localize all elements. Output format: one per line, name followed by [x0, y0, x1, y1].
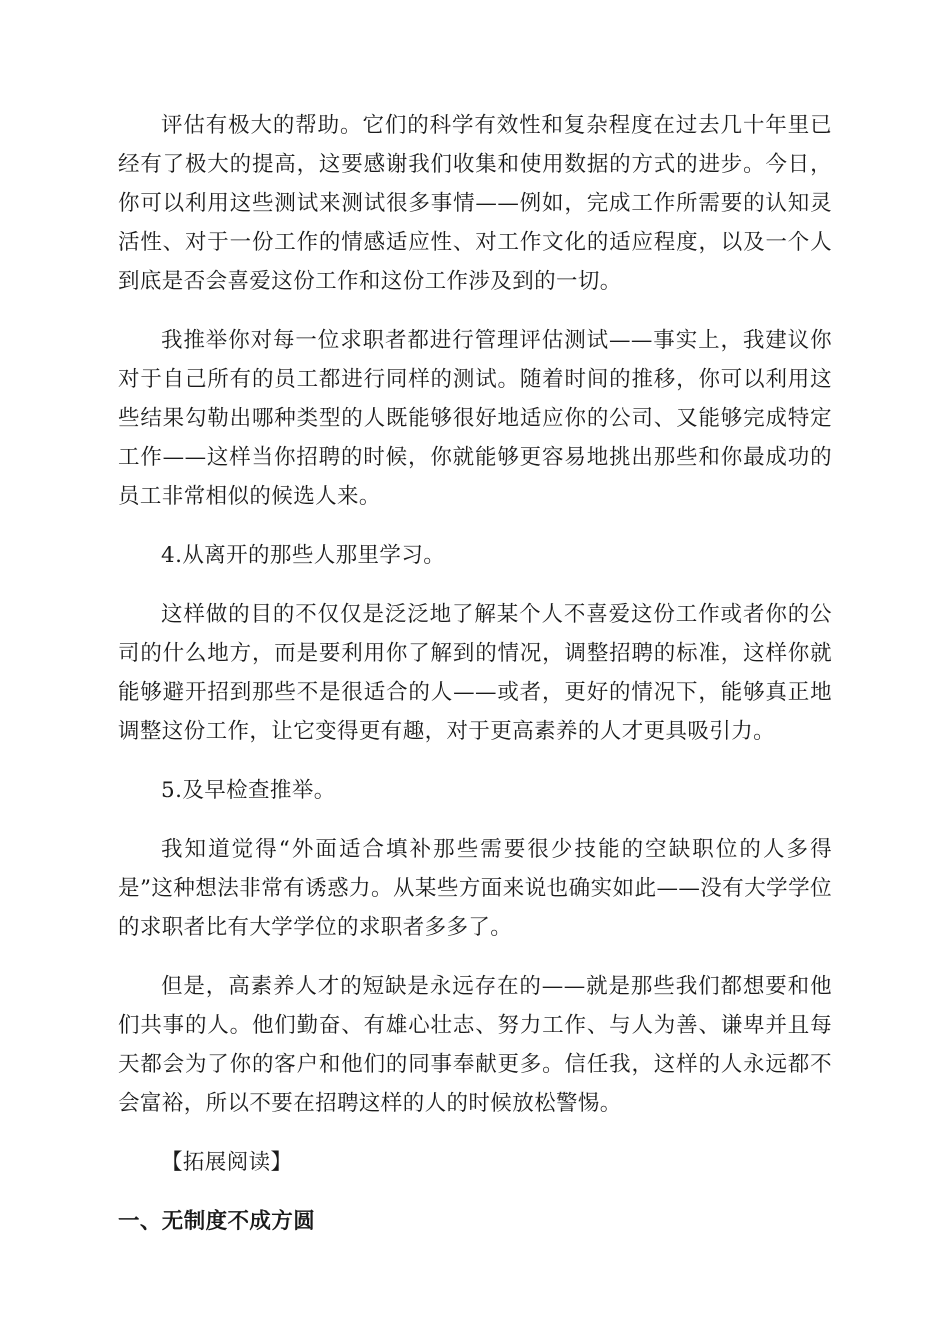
- section-heading: 一、无制度不成方圆: [118, 1209, 316, 1234]
- paragraph-low-skill-candidates: 我知道觉得“外面适合填补那些需要很少技能的空缺职位的人多得是”这种想法非常有诱惑力。从某些方面来说也确实如此——没有大学学位的求职者比有大学学位的求职者多多了。: [118, 837, 832, 940]
- paragraph-learn-from-leavers: 这样做的目的不仅仅是泛泛地了解某个人不喜爱这份工作或者你的公司的什么地方，而是要利用你了解到的情况，调整招聘的标准，这样你就能够避开招到那些不是很适合的人——或者，更好的情况下，能够真正地调整这份工作，让它变得更有趣，对于更高素养的人才更具吸引力。: [118, 602, 832, 744]
- paragraph-talent-shortage: 但是，高素养人才的短缺是永远存在的——就是那些我们都想要和他们共事的人。他们勤奋、有雄心壮志、努力工作、与人为善、谦卑并且每天都会为了你的客户和他们的同事奉献更多。信任我，这样的人永远都不会富裕，所以不要在招聘这样的人的时候放松警惕。: [118, 974, 832, 1116]
- list-item-point-4: 4.从离开的那些人那里学习。: [161, 543, 446, 568]
- list-item-point-5: 5.及早检查推举。: [161, 778, 336, 803]
- paragraph-assessment-tests: 评估有极大的帮助。它们的科学有效性和复杂程度在过去几十年里已经有了极大的提高，这要感谢我们收集和使用数据的方式的进步。今日，你可以利用这些测试来测试很多事情——例如，完成工作所需要的认知灵活性、对于一份工作的情感适应性、对工作文化的适应程度，以及一个人到底是否会喜爱这份工作和这份工作涉及到的一切。: [118, 113, 832, 294]
- extended-reading-label: 【拓展阅读】: [161, 1150, 293, 1175]
- paragraph-recommend-testing: 我推举你对每一位求职者都进行管理评估测试——事实上，我建议你对于自己所有的员工都进行同样的测试。随着时间的推移，你可以利用这些结果勾勒出哪种类型的人既能够很好地适应你的公司、又能够完成特定工作——这样当你招聘的时候，你就能够更容易地挑出那些和你最成功的员工非常相似的候选人来。: [118, 328, 832, 509]
- document-body: [118, 106, 832, 1241]
